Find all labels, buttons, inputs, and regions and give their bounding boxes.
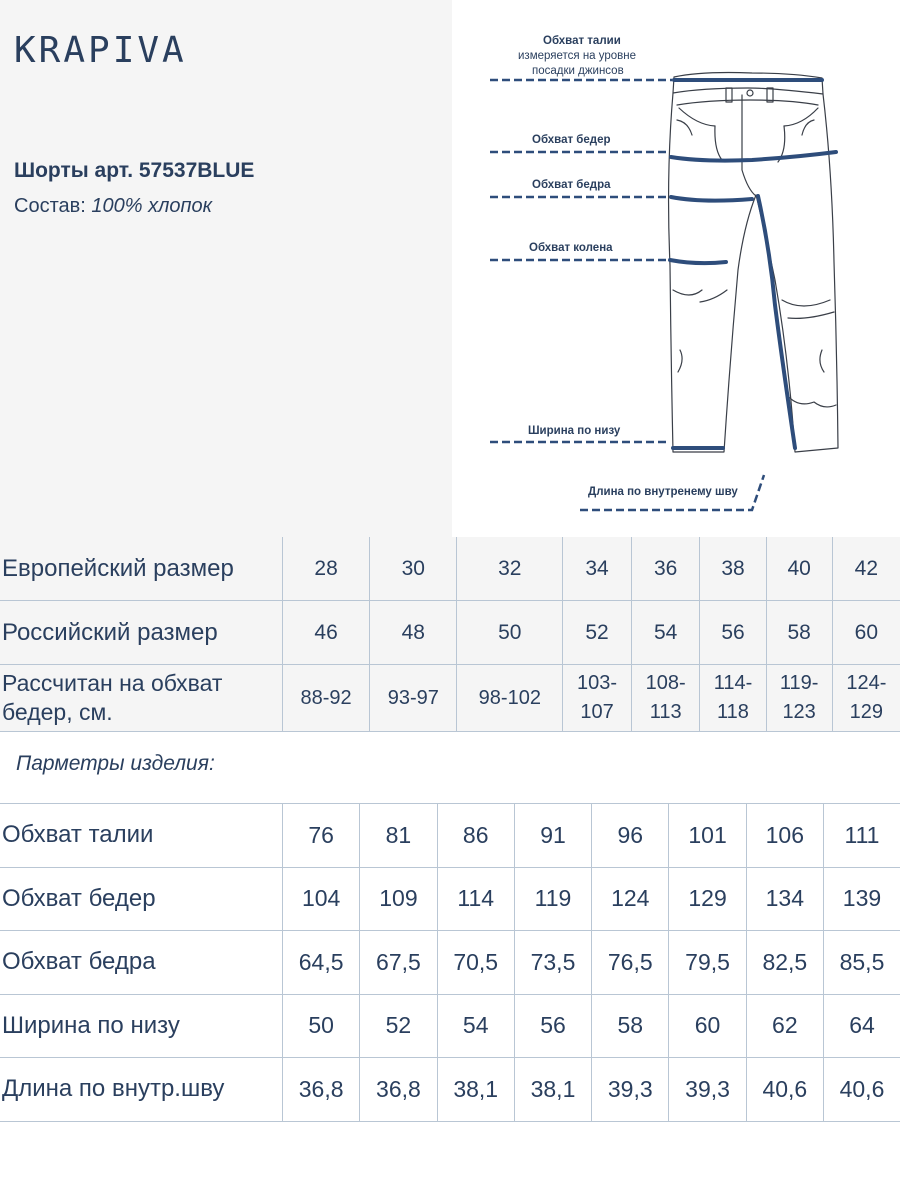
param-value: 38,1 [437,1058,514,1122]
ru-size-cell: 58 [766,601,832,665]
param-value: 39,3 [592,1058,669,1122]
hips-range-text: 107 [580,701,614,723]
row-label-eu: Европейский размер [0,537,283,601]
param-value: 38,1 [514,1058,591,1122]
param-value: 36,8 [360,1058,437,1122]
param-value: 109 [360,867,437,931]
row-label-hips-line2: бедер, см. [2,699,113,725]
measurement-diagram [452,0,900,537]
hips-range-text: 129 [849,701,884,723]
product-info-panel [0,0,452,537]
param-label: Длина по внутр.шву [0,1058,283,1122]
table-row [0,994,900,1058]
row-label-hips-line1: Рассчитан на обхват [2,670,223,696]
eu-size-cell: 36 [631,537,700,601]
param-value: 67,5 [360,931,437,995]
param-value: 76 [283,804,360,868]
table-row-eu-size [0,537,900,601]
param-label: Обхват бедра [0,931,283,995]
label-thigh: Обхват бедра [532,179,611,191]
param-value: 73,5 [514,931,591,995]
eu-size-cell: 30 [370,537,457,601]
param-value: 101 [669,804,746,868]
param-value: 82,5 [746,931,823,995]
param-value: 81 [360,804,437,868]
param-value: 86 [437,804,514,868]
hips-range-cell [283,665,370,732]
param-value: 79,5 [669,931,746,995]
table-row-ru-size [0,601,900,665]
label-knee: Обхват колена [529,242,613,254]
param-value: 52 [360,994,437,1058]
param-value: 54 [437,994,514,1058]
hips-range-cell [370,665,457,732]
eu-size-cell: 32 [457,537,563,601]
eu-size-cell: 28 [283,537,370,601]
param-label: Ширина по низу [0,994,283,1058]
param-value: 134 [746,867,823,931]
hips-range-text: 93-97 [387,686,439,709]
label-hips: Обхват бедер [532,134,611,146]
param-value: 50 [283,994,360,1058]
eu-size-cell: 42 [832,537,900,601]
hips-range-text: 88-92 [300,686,352,709]
brand-logo: KRAPIVA [14,30,187,71]
hips-range-cell [457,665,563,732]
label-waist: Обхват талии [543,35,621,47]
table-row [0,931,900,995]
jeans-illustration [452,0,900,537]
ru-size-cell: 50 [457,601,563,665]
param-value: 64 [823,994,900,1058]
composition-value: 100% хлопок [91,195,213,217]
param-value: 58 [592,994,669,1058]
hips-range-cell [832,665,900,732]
product-params-table [0,803,900,1122]
params-section-title: Парметры изделия: [16,752,215,775]
hips-range-text: 113 [649,701,682,723]
param-value: 119 [514,867,591,931]
ru-size-cell: 56 [700,601,766,665]
eu-size-cell: 34 [563,537,632,601]
ru-size-cell: 46 [283,601,370,665]
composition-label: Состав: [14,195,92,217]
table-row [0,867,900,931]
label-hem: Ширина по низу [528,425,621,437]
param-value: 106 [746,804,823,868]
param-value: 40,6 [746,1058,823,1122]
hips-range-text: 98-102 [478,686,541,709]
param-value: 139 [823,867,900,931]
label-waist-note-1: измеряется на уровне [518,50,637,62]
param-value: 40,6 [823,1058,900,1122]
param-value: 129 [669,867,746,931]
param-value: 85,5 [823,931,900,995]
param-value: 111 [823,804,900,868]
param-value: 124 [592,867,669,931]
label-waist-note-2: посадки джинсов [532,65,624,77]
product-title: Шорты арт. 57537BLUE [14,159,255,182]
table-row-hips-range [0,665,900,732]
param-label: Обхват бедер [0,867,283,931]
param-label: Обхват талии [0,804,283,868]
param-value: 70,5 [437,931,514,995]
param-value: 76,5 [592,931,669,995]
param-value: 64,5 [283,931,360,995]
row-label-hips-range [0,665,283,732]
ru-size-cell: 54 [631,601,700,665]
label-inseam: Длина по внутренему шву [588,486,738,498]
hips-range-text: 124- [846,672,887,694]
param-value: 96 [592,804,669,868]
param-value: 56 [514,994,591,1058]
hips-range-text: 108- [645,672,686,694]
param-value: 39,3 [669,1058,746,1122]
hips-range-text: 123 [782,701,816,723]
composition [14,195,212,218]
param-value: 91 [514,804,591,868]
ru-size-cell: 60 [832,601,900,665]
param-value: 104 [283,867,360,931]
hips-range-text: 103- [577,672,618,694]
hips-range-cell [563,665,632,732]
param-value: 114 [437,867,514,931]
eu-size-cell: 38 [700,537,766,601]
hips-range-cell [700,665,766,732]
hips-range-text: 114- [713,672,753,694]
hips-range-cell [631,665,700,732]
hips-range-text: 119- [779,672,819,694]
row-label-ru: Российский размер [0,601,283,665]
hips-range-text: 118 [717,701,749,723]
ru-size-cell: 52 [563,601,632,665]
param-value: 36,8 [283,1058,360,1122]
table-row [0,804,900,868]
eu-size-cell: 40 [766,537,832,601]
hips-range-cell [766,665,832,732]
size-table [0,537,900,732]
param-value: 60 [669,994,746,1058]
table-row [0,1058,900,1122]
param-value: 62 [746,994,823,1058]
ru-size-cell: 48 [370,601,457,665]
